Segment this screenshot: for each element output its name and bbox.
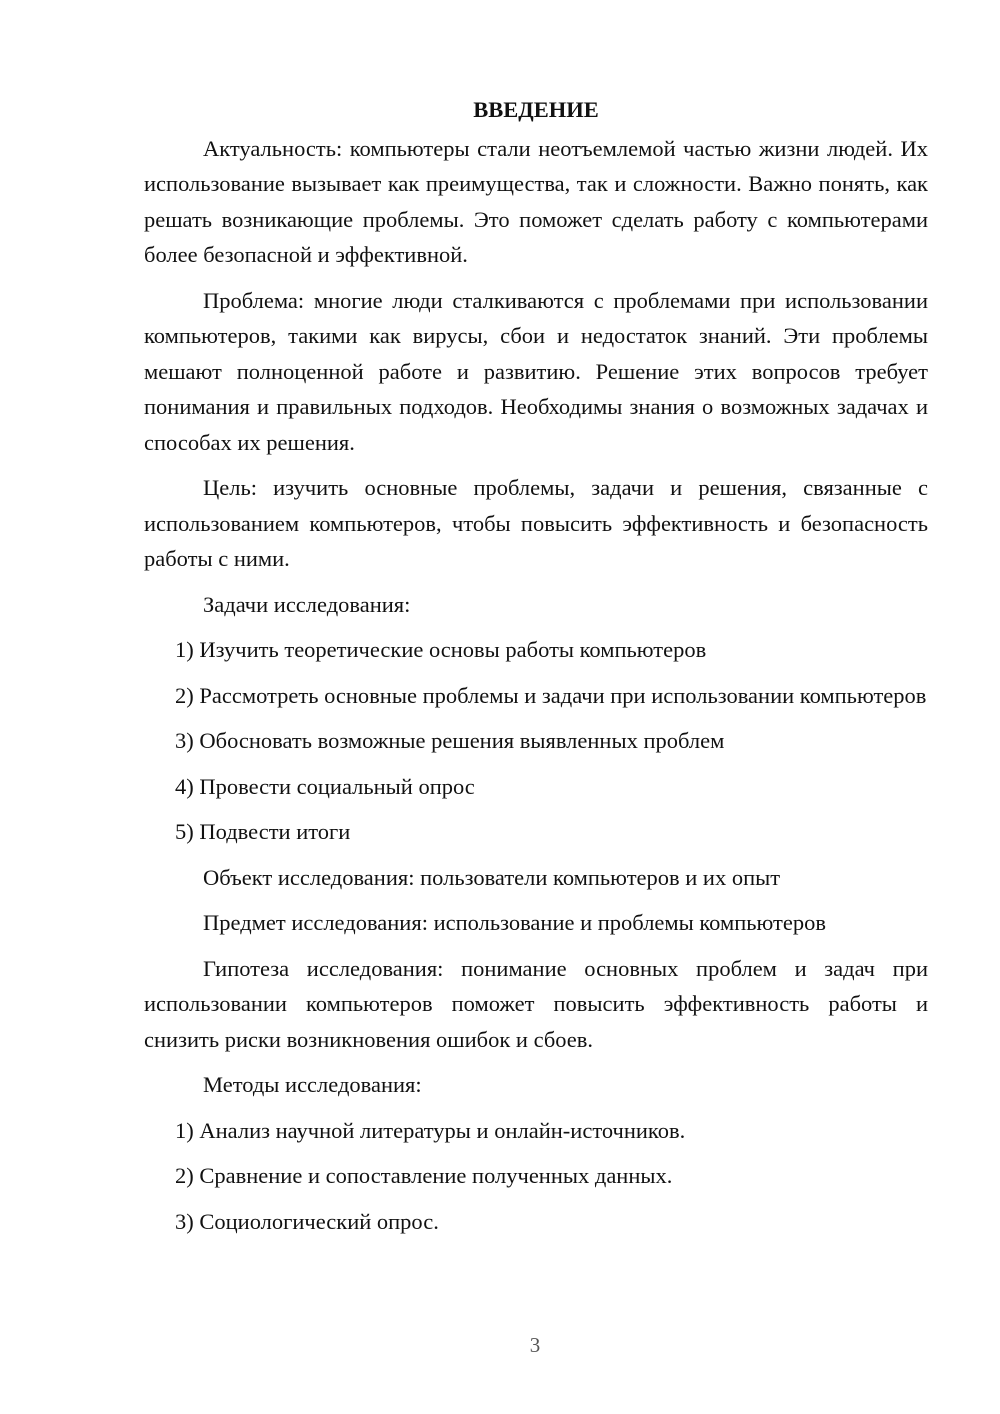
page-number: 3 xyxy=(529,1333,541,1357)
task-item: 4) Провести социальный опрос xyxy=(175,773,475,799)
document-page xyxy=(144,92,928,1249)
task-item: 3) Обосновать возможные решения выявленных проблем xyxy=(175,728,725,753)
tasks-heading: Задачи исследования: xyxy=(203,591,411,617)
object-line: Объект исследования: пользователи компьютеров и их опыт xyxy=(203,864,781,890)
method-item: 3) Социологический опрос. xyxy=(175,1208,439,1234)
hypothesis-paragraph: Гипотеза исследования: понимание основных проблем и задач при использовании компьютеров поможет повысить эффективность работы и снизить риски возникновения ошибок и сбоев. xyxy=(144,955,928,1052)
section-title: ВВЕДЕНИЕ xyxy=(473,97,599,122)
methods-heading: Методы исследования: xyxy=(203,1072,422,1097)
task-item: 5) Подвести итоги xyxy=(175,819,351,844)
subject-line: Предмет исследования: использование и проблемы компьютеров xyxy=(203,910,826,935)
relevance-paragraph: Актуальность: компьютеры стали неотъемлемой частью жизни людей. Их использование вызывает как преимущества, так и сложности. Важно понять, как решать возникающие проблемы. Это поможет сделать работу с компьютерами более безопасной и эффективной. xyxy=(144,135,928,267)
task-item: 2) Рассмотреть основные проблемы и задачи при использовании компьютеров xyxy=(175,682,927,708)
problem-paragraph: Проблема: многие люди сталкиваются с проблемами при использовании компьютеров, такими как вирусы, сбои и недостаток знаний. Эти проблемы мешают полноценной работе и развитию. Решение этих вопросов требует понимания и правильных подходов. Необходимы знания о возможных задачах и способах их решения. xyxy=(144,287,928,455)
method-item: 2) Сравнение и сопоставление полученных данных. xyxy=(175,1163,673,1188)
goal-paragraph: Цель: изучить основные проблемы, задачи и решения, связанные с использованием компьютеров, чтобы повысить эффективность и безопасность работы с ними. xyxy=(144,475,928,571)
method-item: 1) Анализ научной литературы и онлайн-источников. xyxy=(175,1117,686,1143)
task-item: 1) Изучить теоретические основы работы компьютеров xyxy=(175,637,707,662)
